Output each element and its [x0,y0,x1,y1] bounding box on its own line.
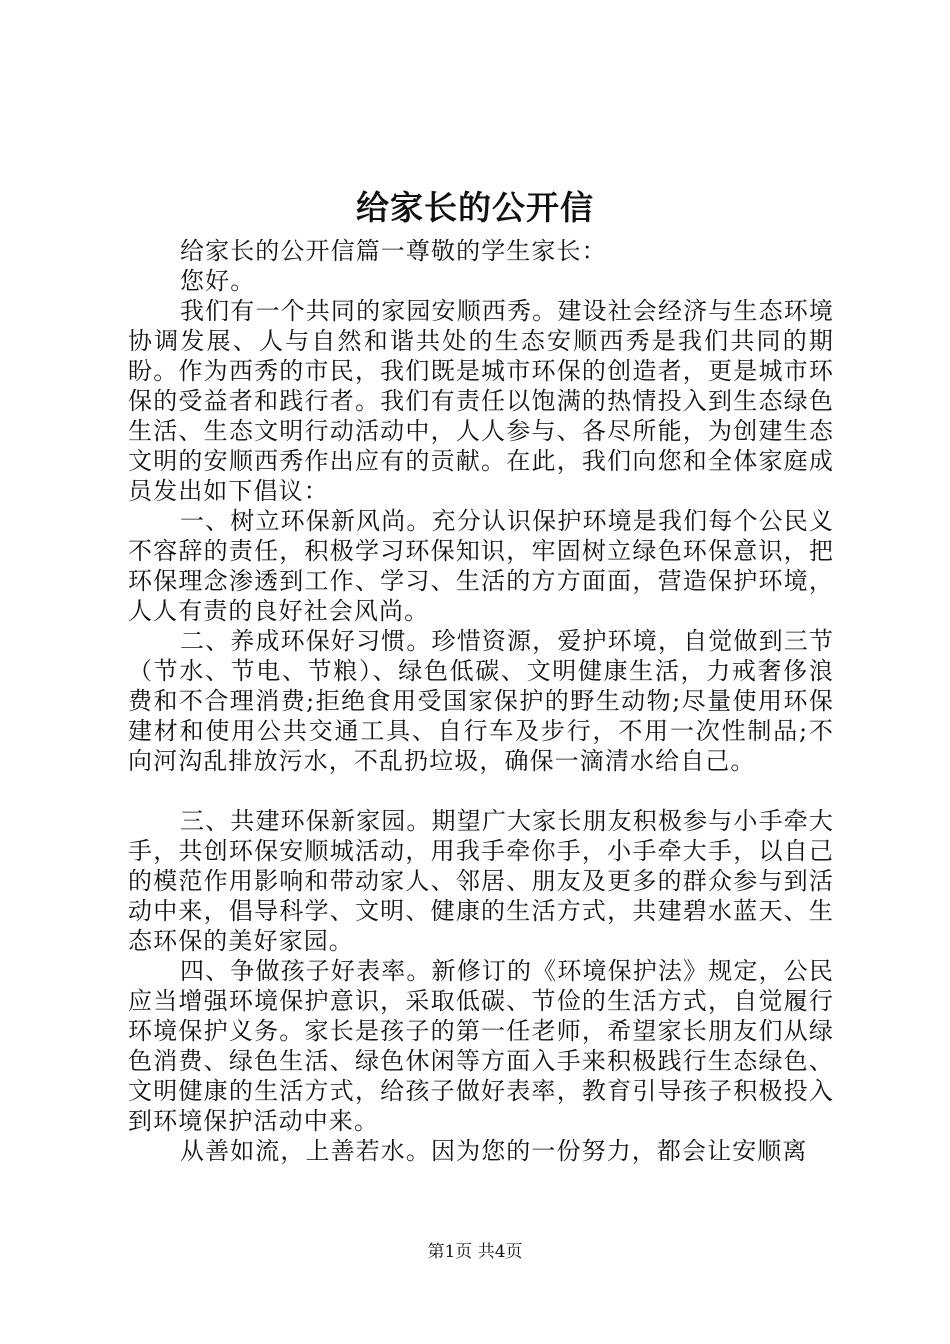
proposal-paragraph-3: 三、共建环保新家园。期望广大家长朋友积极参与小手牵大手，共创环保安顺城活动，用我手牵你手，小手牵大手，以自己的模范作用影响和带动家人、邻居、朋友及更多的群众参与到活动中来，倡导科学、文明、健康的生活方式，共建碧水蓝天、生态环保的美好家园。 [128,807,834,955]
document-body [128,236,834,1166]
page-number-footer: 第1页 共4页 [427,1242,523,1262]
proposal-paragraph-4: 四、争做孩子好表率。新修订的《环境保护法》规定，公民应当增强环境保护意识，采取低碳、节俭的生活方式，自觉履行环境保护义务。家长是孩子的第一任老师，希望家长朋友们从绿色消费、绿色生活、绿色休闲等方面入手来积极践行生态绿色、文明健康的生活方式，给孩子做好表率，教育引导孩子积极投入到环境保护活动中来。 [128,957,834,1135]
salutation-paragraph: 给家长的公开信篇一尊敬的学生家长： [180,237,607,265]
closing-paragraph: 从善如流，上善若水。因为您的一份努力，都会让安顺离 [180,1137,808,1165]
document-title: 给家长的公开信 [356,188,594,227]
proposal-paragraph-1: 一、树立环保新风尚。充分认识保护环境是我们每个公民义不容辞的责任，积极学习环保知识，牢固树立绿色环保意识，把环保理念渗透到工作、学习、生活的方方面面，营造保护环境，人人有责的良好社会风尚。 [128,507,834,625]
proposal-paragraph-2: 二、养成环保好习惯。珍惜资源，爱护环境，自觉做到三节（节水、节电、节粮）、绿色低碳、文明健康生活，力戒奢侈浪费和不合理消费;拒绝食用受国家保护的野生动物;尽量使用环保建材和使用公共交通工具、自行车及步行，不用一次性制品;不向河沟乱排放污水，不乱扔垃圾，确保一滴清水给自己。 [128,627,834,775]
paragraph-spacer [128,776,834,806]
greeting-paragraph: 您好。 [180,267,256,295]
intro-paragraph: 我们有一个共同的家园安顺西秀。建设社会经济与生态环境协调发展、人与自然和谐共处的生态安顺西秀是我们共同的期盼。作为西秀的市民，我们既是城市环保的创造者，更是城市环保的受益者和践行者。我们有责任以饱满的热情投入到生态绿色生活、生态文明行动活动中，人人参与、各尽所能，为创建生态文明的安顺西秀作出应有的贡献。在此，我们向您和全体家庭成员发出如下倡议： [128,297,834,505]
